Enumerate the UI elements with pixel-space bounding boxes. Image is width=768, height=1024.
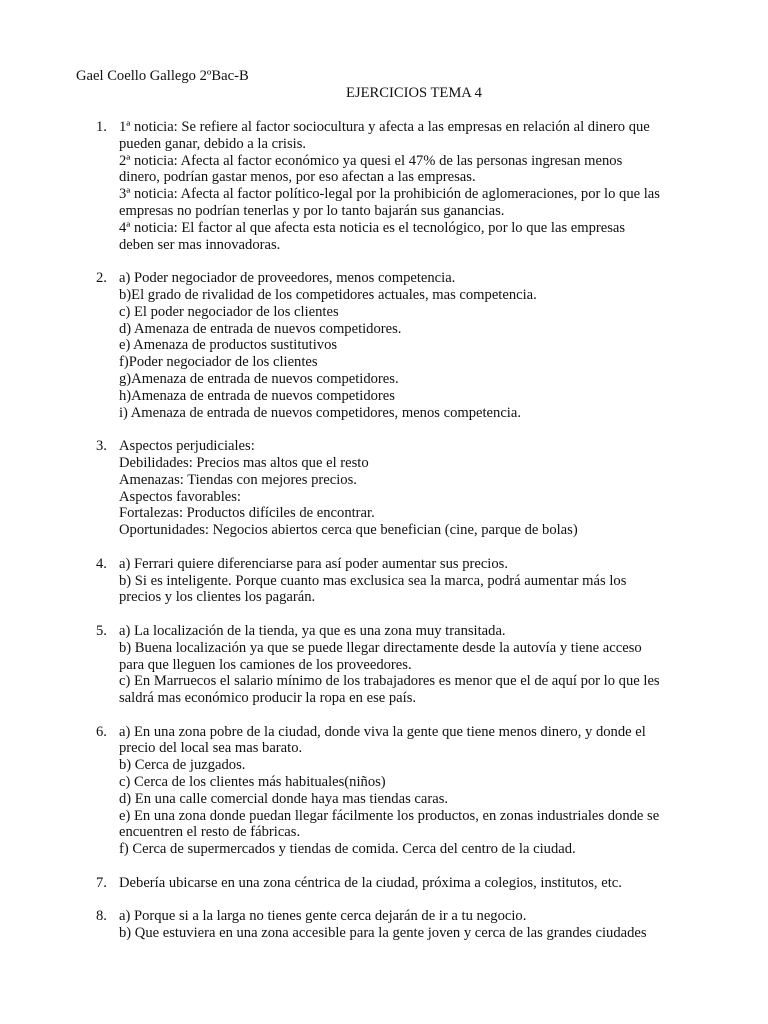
answer-line: deben ser mas innovadoras. (119, 236, 281, 253)
answer-line: b) Si es inteligente. Porque cuanto mas exclusica sea la marca, podrá aumentar más los (119, 572, 627, 589)
exercise-answer (119, 724, 699, 858)
answer-line: h)Amenaza de entrada de nuevos competidores (119, 387, 395, 404)
exercise-number: 7. (96, 874, 107, 891)
answer-line: b)El grado de rivalidad de los competidores actuales, mas competencia. (119, 286, 537, 303)
exercise-answer (119, 875, 699, 892)
answer-line: 3ª noticia: Afecta al factor político-legal por la prohibición de aglomeraciones, por lo que las (119, 186, 660, 203)
exercise-answer (119, 270, 699, 421)
item-spacer (0, 421, 768, 438)
answer-line: b) Cerca de juzgados. (119, 757, 246, 774)
answer-line: e) En una zona donde puedan llegar fácilmente los productos, en zonas industriales donde se (119, 807, 660, 824)
exercise-item (0, 119, 768, 253)
answer-line: precio del local sea mas barato. (119, 740, 303, 757)
answer-line: 4ª noticia: El factor al que afecta esta noticia es el tecnológico, por lo que las empresas (119, 219, 626, 236)
answer-line: b) Que estuviera en una zona accesible para la gente joven y cerca de las grandes ciudades (119, 925, 647, 942)
exercise-answer (119, 623, 699, 707)
answer-line: f) Cerca de supermercados y tiendas de comida. Cerca del centro de la ciudad. (119, 841, 576, 858)
exercise-number: 2. (96, 270, 107, 287)
answer-line: a) La localización de la tienda, ya que es una zona muy transitada. (119, 622, 506, 639)
exercise-list (0, 119, 768, 942)
answer-line: a) En una zona pobre de la ciudad, donde viva la gente que tiene menos dinero, y donde el (119, 723, 646, 740)
answer-line: Debería ubicarse en una zona céntrica de la ciudad, próxima a colegios, institutos, etc. (119, 874, 622, 891)
exercise-item (0, 908, 768, 942)
answer-line: f)Poder negociador de los clientes (119, 354, 318, 371)
answer-line: 2ª noticia: Afecta al factor económico ya quesi el 47% de las personas ingresan menos (119, 152, 623, 169)
answer-line: b) Buena localización ya que se puede llegar directamente desde la autovía y tiene acceso (119, 639, 642, 656)
exercise-item (0, 623, 768, 707)
answer-line: precios y los clientes los pagarán. (119, 589, 316, 606)
answer-line: pueden ganar, debido a la crisis. (119, 135, 307, 152)
exercise-number: 6. (96, 723, 107, 740)
answer-line: d) Amenaza de entrada de nuevos competidores. (119, 320, 402, 337)
answer-line: Amenazas: Tiendas con mejores precios. (119, 471, 357, 488)
answer-line: a) Poder negociador de proveedores, menos competencia. (119, 270, 456, 287)
answer-line: para que lleguen los camiones de los proveedores. (119, 656, 412, 673)
answer-line: dinero, podrían gastar menos, por eso afectan a las empresas. (119, 169, 476, 186)
answer-line: encuentren el resto de fábricas. (119, 824, 301, 841)
item-spacer (0, 539, 768, 556)
exercise-number: 5. (96, 622, 107, 639)
exercise-item (0, 556, 768, 606)
exercise-answer (119, 119, 699, 253)
exercise-answer (119, 438, 699, 539)
exercise-number: 1. (96, 119, 107, 135)
exercise-number: 4. (96, 555, 107, 572)
item-spacer (0, 892, 768, 909)
answer-line: i) Amenaza de entrada de nuevos competidores, menos competencia. (119, 404, 521, 421)
exercise-item (0, 724, 768, 858)
author-line: Gael Coello Gallego 2ºBac-B (76, 68, 249, 84)
document-title: EJERCICIOS TEMA 4 (346, 85, 482, 101)
item-spacer (0, 858, 768, 875)
answer-line: empresas no podrían tenerlas y por lo tanto bajarán sus ganancias. (119, 202, 505, 219)
item-spacer (0, 253, 768, 270)
exercise-item (0, 438, 768, 539)
item-spacer (0, 707, 768, 724)
answer-line: e) Amenaza de productos sustitutivos (119, 337, 338, 354)
exercise-item (0, 270, 768, 421)
exercise-answer (119, 556, 699, 606)
answer-line: a) Ferrari quiere diferenciarse para así poder aumentar sus precios. (119, 555, 508, 572)
answer-line: a) Porque si a la larga no tienes gente cerca dejarán de ir a tu negocio. (119, 908, 527, 925)
answer-line: g)Amenaza de entrada de nuevos competidores. (119, 370, 399, 387)
answer-line: Aspectos favorables: (119, 488, 241, 505)
answer-line: Aspectos perjudiciales: (119, 438, 255, 455)
answer-line: c) El poder negociador de los clientes (119, 303, 339, 320)
answer-line: Oportunidades: Negocios abiertos cerca que benefician (cine, parque de bolas) (119, 522, 578, 539)
answer-line: saldrá mas económico producir la ropa en ese país. (119, 690, 417, 707)
exercise-number: 8. (96, 908, 107, 925)
exercise-answer (119, 908, 699, 942)
answer-line: d) En una calle comercial donde haya mas tiendas caras. (119, 790, 449, 807)
answer-line: c) Cerca de los clientes más habituales(niños) (119, 774, 386, 791)
answer-line: 1ª noticia: Se refiere al factor sociocultura y afecta a las empresas en relación al dinero que (119, 119, 650, 135)
exercise-item (0, 875, 768, 892)
answer-line: Fortalezas: Productos difíciles de encontrar. (119, 505, 375, 522)
answer-line: c) En Marruecos el salario mínimo de los trabajadores es menor que el de aquí por lo que les (119, 673, 660, 690)
item-spacer (0, 606, 768, 623)
answer-line: Debilidades: Precios mas altos que el resto (119, 454, 369, 471)
exercise-number: 3. (96, 438, 107, 455)
